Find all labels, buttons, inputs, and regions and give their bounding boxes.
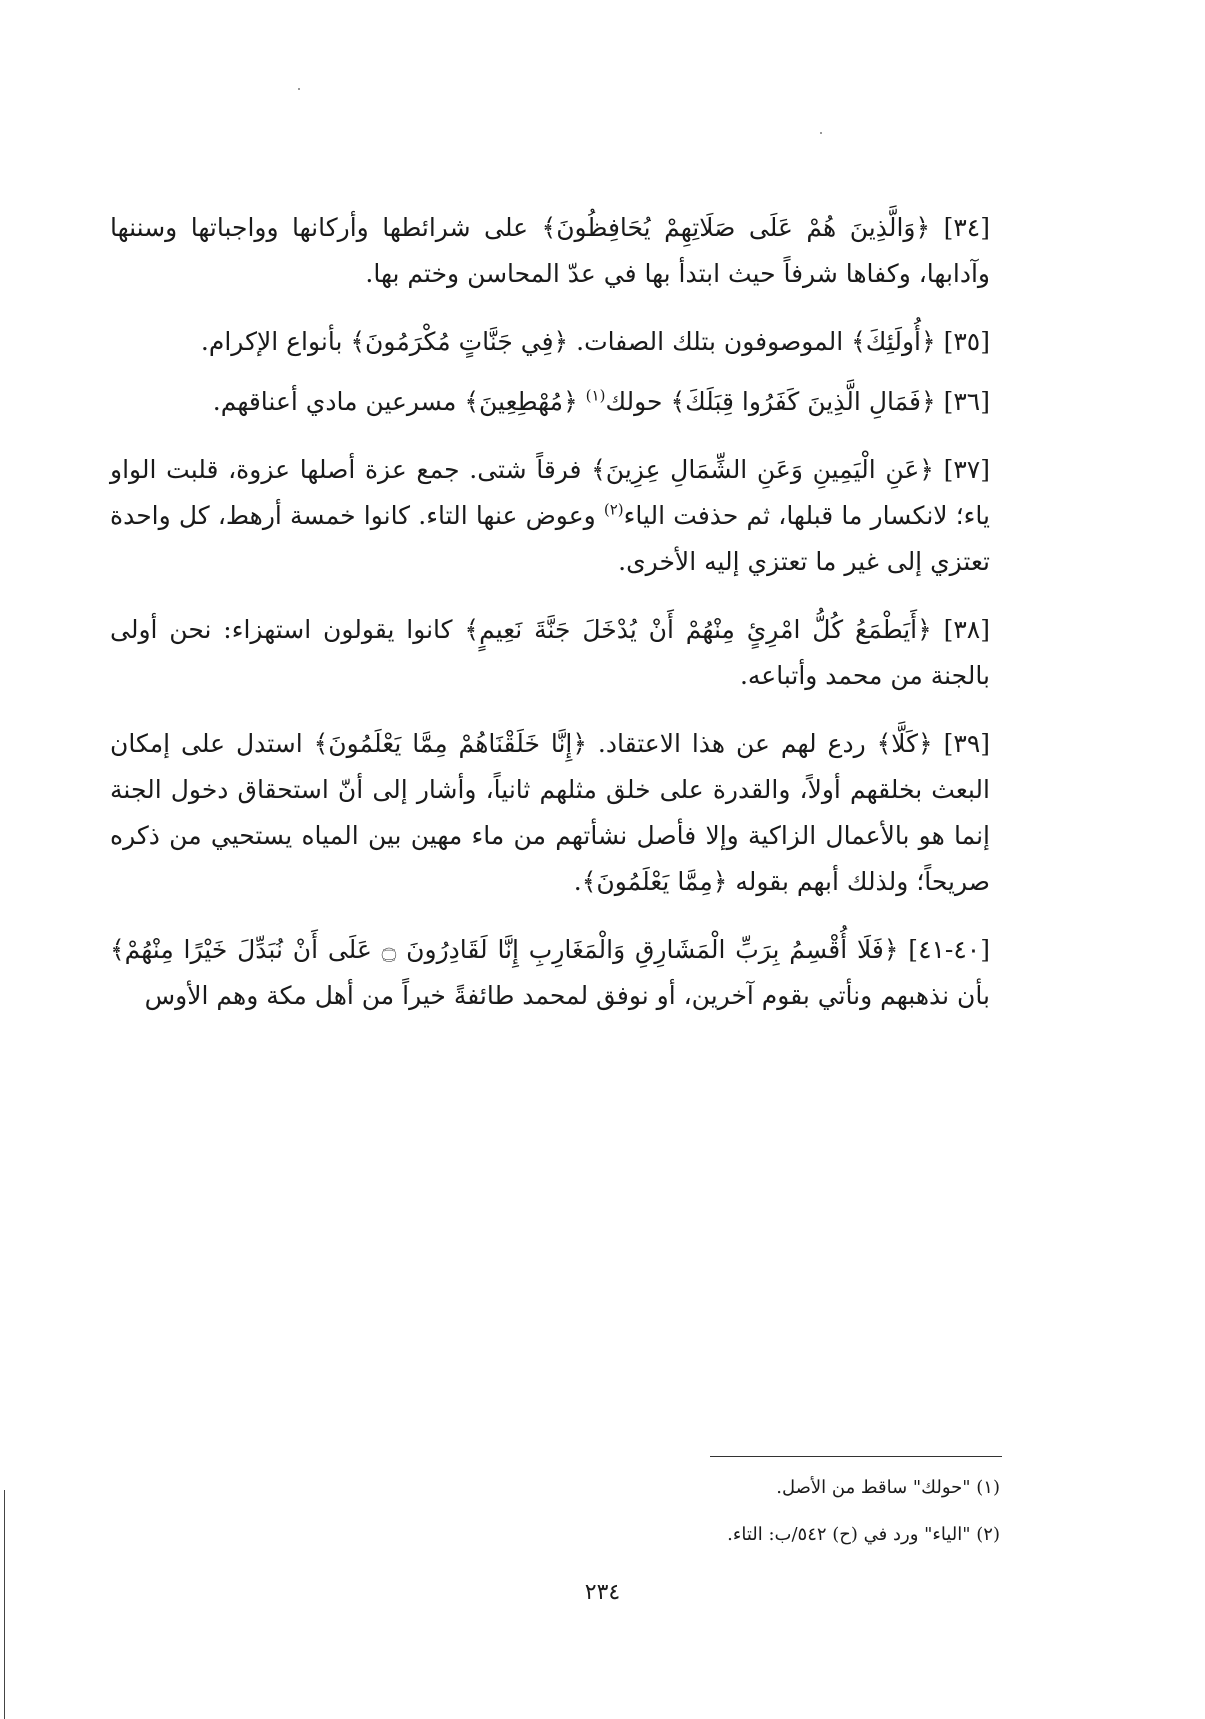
scan-speck xyxy=(820,132,822,134)
footnote-separator xyxy=(710,1456,1002,1457)
paragraph-text: وعوض عنها التاء. كانوا خمسة أرهط، كل واحدة تعتزي إلى غير ما تعتزي إليه الأخرى. xyxy=(110,501,990,576)
verse-number: [٣٨] xyxy=(943,615,990,644)
verse-number: [٣٦] xyxy=(943,387,990,416)
scan-speck xyxy=(298,88,300,90)
paragraph-text: ﴿أَيَطْمَعُ كُلُّ امْرِئٍ مِنْهُمْ أَنْ يُدْخَلَ جَنَّةَ نَعِيمٍ﴾ كانوا يقولون استهزاء: نحن أولى بالجنة من محمد وأتباعه. xyxy=(110,615,990,690)
main-text xyxy=(110,205,990,1041)
verse-number: [٣٧] xyxy=(943,455,990,484)
verse-number: [٣٤] xyxy=(943,213,990,242)
paragraph-40-41 xyxy=(110,927,990,1019)
paragraph-39 xyxy=(110,721,990,905)
paragraph-35 xyxy=(110,319,990,365)
verse-number: [٣٥] xyxy=(943,327,990,356)
footnote-ref[interactable]: (٢) xyxy=(603,500,624,519)
paragraph-36 xyxy=(110,379,990,425)
paragraph-text: ﴿فَلَا أُقْسِمُ بِرَبِّ الْمَشَارِقِ وَالْمَغَارِبِ إِنَّا لَقَادِرُونَ ۝ عَلَى أَنْ نُبَدِّلَ خَيْرًا مِنْهُمْ﴾ بأن نذهبهم ونأتي بقوم آخرين، أو نوفق لمحمد طائفةً خيراً من أهل مكة وهم الأوس xyxy=(110,935,990,1010)
footnote-1: (١) "حولك" ساقط من الأصل. xyxy=(776,1477,1000,1498)
verse-number: [٤٠-٤١] xyxy=(908,935,990,964)
paragraph-text: ﴿فَمَالِ الَّذِينَ كَفَرُوا قِبَلَكَ﴾ حولك xyxy=(605,387,936,416)
scan-edge-line xyxy=(4,1490,5,1719)
footnotes xyxy=(110,1475,1000,1569)
paragraph-text: ﴿وَالَّذِينَ هُمْ عَلَى صَلَاتِهِمْ يُحَافِظُونَ﴾ على شرائطها وأركانها وواجباتها وسننها وآدابها، وكفاها شرفاً حيث ابتدأ بها في عدّ المحاسن وختم بها. xyxy=(110,213,990,288)
verse-number: [٣٩] xyxy=(943,729,991,758)
paragraph-38 xyxy=(110,607,990,699)
paragraph-text: ﴿مُهْطِعِينَ﴾ مسرعين مادي أعناقهم. xyxy=(212,387,586,416)
page-number: ٢٣٤ xyxy=(584,1580,621,1605)
paragraph-37 xyxy=(110,447,990,585)
footnote-ref[interactable]: (١) xyxy=(585,386,606,405)
paragraph-34 xyxy=(110,205,990,297)
footnote-2: (٢) "الياء" ورد في (ح) ٥٤٢/ب: التاء. xyxy=(727,1524,1000,1545)
paragraph-text: ﴿كَلَّا﴾ ردع لهم عن هذا الاعتقاد. ﴿إِنَّا خَلَقْنَاهُمْ مِمَّا يَعْلَمُونَ﴾ استدل على إمكان البعث بخلقهم أولاً، والقدرة على خلق مثلهم ثانياً، وأشار إلى أنّ استحقاق دخول الجنة إنما هو بالأعمال الزاكية وإلا فأصل نشأتهم من ماء مهين بين المياه يستحيي من ذكره صريحاً؛ ولذلك أبهم بقوله ﴿مِمَّا يَعْلَمُونَ﴾. xyxy=(110,729,990,896)
paragraph-text: ﴿أُولَئِكَ﴾ الموصوفون بتلك الصفات. ﴿فِي جَنَّاتٍ مُكْرَمُونَ﴾ بأنواع الإكرام. xyxy=(200,327,936,356)
paragraph-text: ﴿عَنِ الْيَمِينِ وَعَنِ الشِّمَالِ عِزِينَ﴾ فرقاً شتى. جمع عزة أصلها عزوة، قلبت الواو ياء؛ لانكسار ما قبلها، ثم حذفت الياء xyxy=(110,455,990,530)
